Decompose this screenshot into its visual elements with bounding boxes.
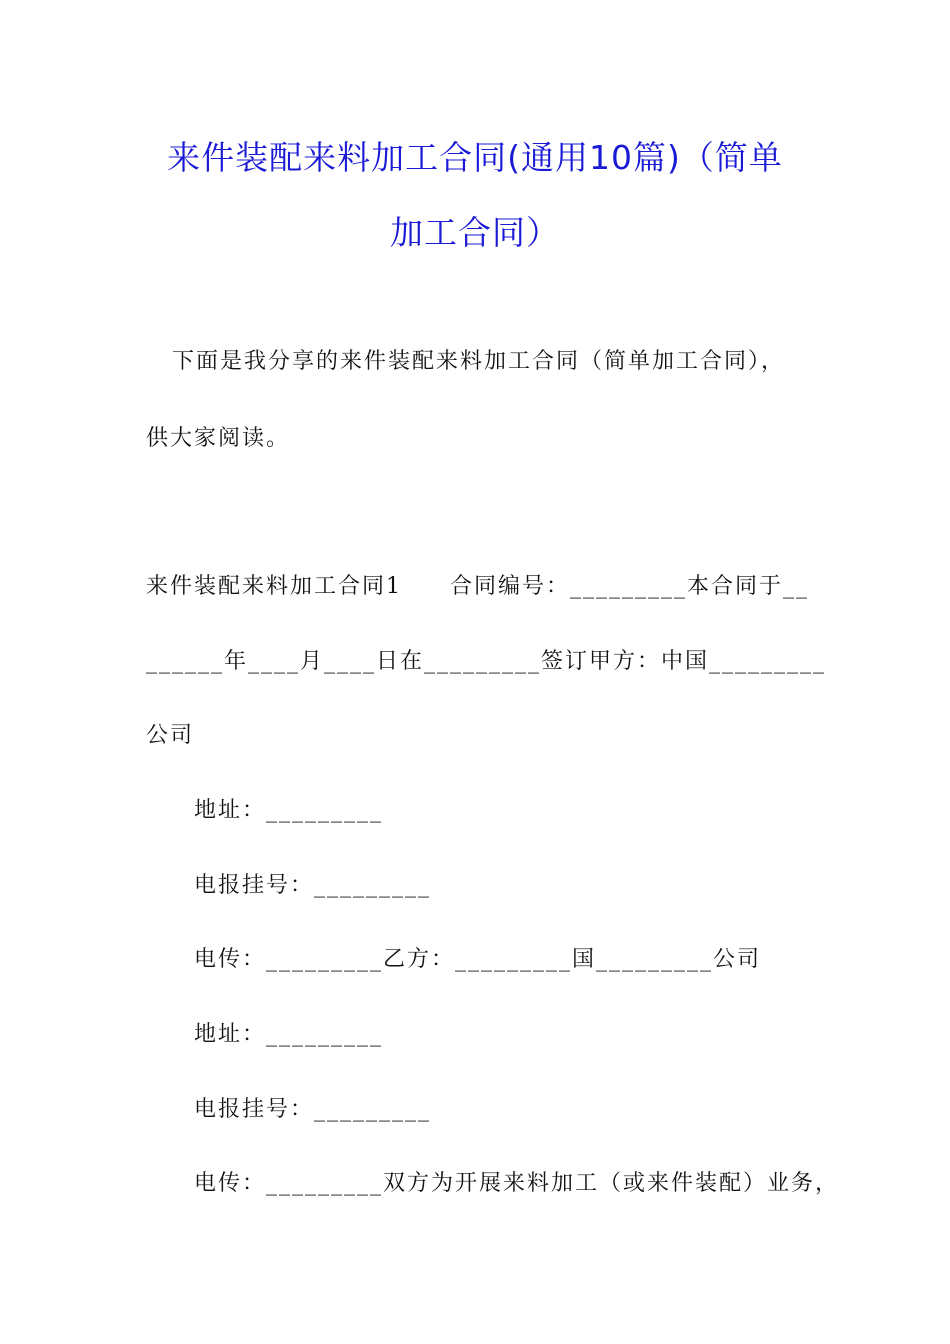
intro-paragraph-line-2: 供大家阅读。 — [146, 426, 291, 451]
intro-paragraph-line-1: 下面是我分享的来件装配来料加工合同（简单加工合同）， — [172, 349, 786, 374]
document-title-line-1: 来件装配来料加工合同(通用10篇)（简单 — [167, 138, 783, 177]
party-a-telex-party-b-line: 电传：_________乙方：_________国_________公司 — [194, 947, 762, 972]
party-b-telegram-line: 电报挂号：_________ — [194, 1097, 432, 1122]
party-b-telex-line: 电传：_________双方为开展来料加工（或来件装配）业务， — [194, 1171, 840, 1196]
contract-date-line: ______年____月____日在_________签订甲方：中国_________ — [146, 649, 827, 674]
party-b-address-line: 地址：_________ — [194, 1022, 384, 1047]
document-title-line-2: 加工合同） — [390, 213, 560, 252]
party-a-address-line: 地址：_________ — [194, 798, 384, 823]
contract-heading-line: 来件装配来料加工合同1 合同编号：_________本合同于__ — [146, 574, 809, 599]
contract-company-line: 公司 — [146, 723, 195, 748]
party-a-telegram-line: 电报挂号：_________ — [194, 873, 432, 898]
